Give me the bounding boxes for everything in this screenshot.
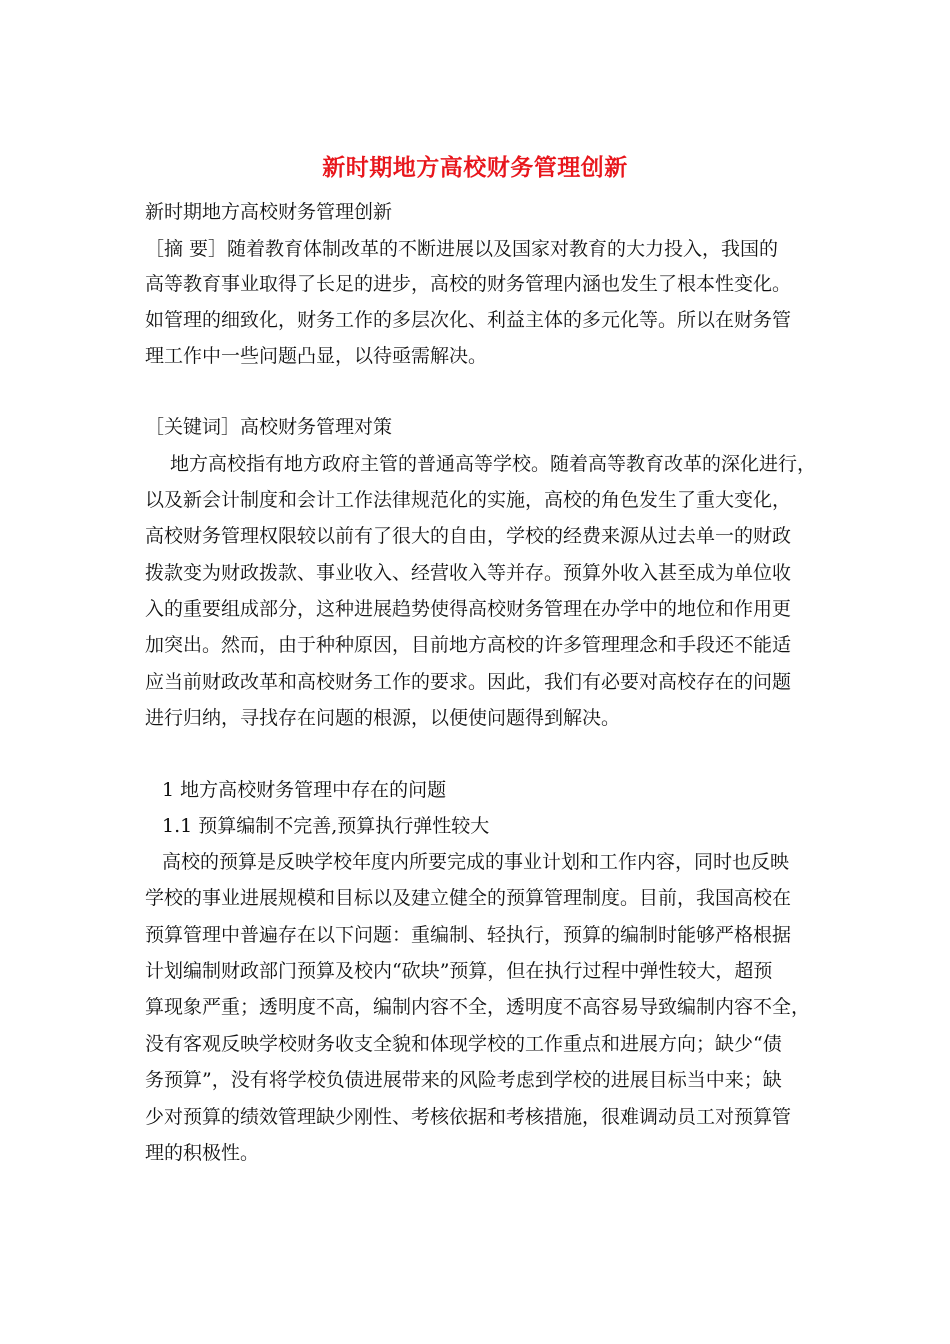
subsection-heading: 1.1 预算编制不完善,预算执行弹性较大	[162, 815, 490, 837]
body-line: 理的积极性。	[145, 1142, 260, 1164]
body-line: 计划编制财政部门预算及校内“砍块”预算，但在执行过程中弹性较大，超预	[145, 960, 773, 982]
intro-line: 进行归纳，寻找存在问题的根源，以便使问题得到解决。	[145, 707, 621, 729]
abstract-line: 高等教育事业取得了长足的进步，高校的财务管理内涵也发生了根本性变化。	[145, 273, 792, 295]
abstract-line: 如管理的细致化，财务工作的多层次化、利益主体的多元化等。所以在财务管	[145, 309, 792, 331]
body-line: 少对预算的绩效管理缺少刚性、考核依据和考核措施，很难调动员工对预算管	[145, 1106, 792, 1128]
intro-line: 高校财务管理权限较以前有了很大的自由，学校的经费来源从过去单一的财政	[145, 525, 792, 547]
abstract-line: 理工作中一些问题凸显，以待亟需解决。	[145, 345, 488, 367]
body-line: 高校的预算是反映学校年度内所要完成的事业计划和工作内容，同时也反映	[162, 851, 790, 873]
section-heading: 1 地方高校财务管理中存在的问题	[162, 779, 447, 801]
intro-line: 应当前财政改革和高校财务工作的要求。因此，我们有必要对高校存在的问题	[145, 671, 792, 693]
intro-line: 拨款变为财政拨款、事业收入、经营收入等并存。预算外收入甚至成为单位收	[145, 562, 792, 584]
document-title: 新时期地方高校财务管理创新	[322, 154, 628, 181]
intro-line: 入的重要组成部分，这种进展趋势使得高校财务管理在办学中的地位和作用更	[145, 598, 792, 620]
body-line: 算现象严重；透明度不高，编制内容不全，透明度不高容易导致编制内容不全，	[145, 996, 811, 1018]
body-line: 没有客观反映学校财务收支全貌和体现学校的工作重点和进展方向；缺少“债	[145, 1033, 782, 1055]
intro-line: 加突出。然而，由于种种原因，目前地方高校的许多管理理念和手段还不能适	[145, 634, 792, 656]
body-line: 务预算”，没有将学校负债进展带来的风险考虑到学校的进展目标当中来；缺	[145, 1069, 782, 1091]
intro-line: 以及新会计制度和会计工作法律规范化的实施，高校的角色发生了重大变化，	[145, 489, 792, 511]
keywords-line: ［关键词］高校财务管理对策	[145, 416, 393, 438]
body-line: 学校的事业进展规模和目标以及建立健全的预算管理制度。目前，我国高校在	[145, 887, 792, 909]
document-subtitle: 新时期地方高校财务管理创新	[145, 201, 393, 223]
abstract-line: ［摘 要］随着教育体制改革的不断进展以及国家对教育的大力投入，我国的	[145, 238, 779, 260]
body-line: 预算管理中普遍存在以下问题：重编制、轻执行，预算的编制时能够严格根据	[145, 924, 792, 946]
intro-line: 地方高校指有地方政府主管的普通高等学校。随着高等教育改革的深化进行，	[170, 453, 817, 475]
